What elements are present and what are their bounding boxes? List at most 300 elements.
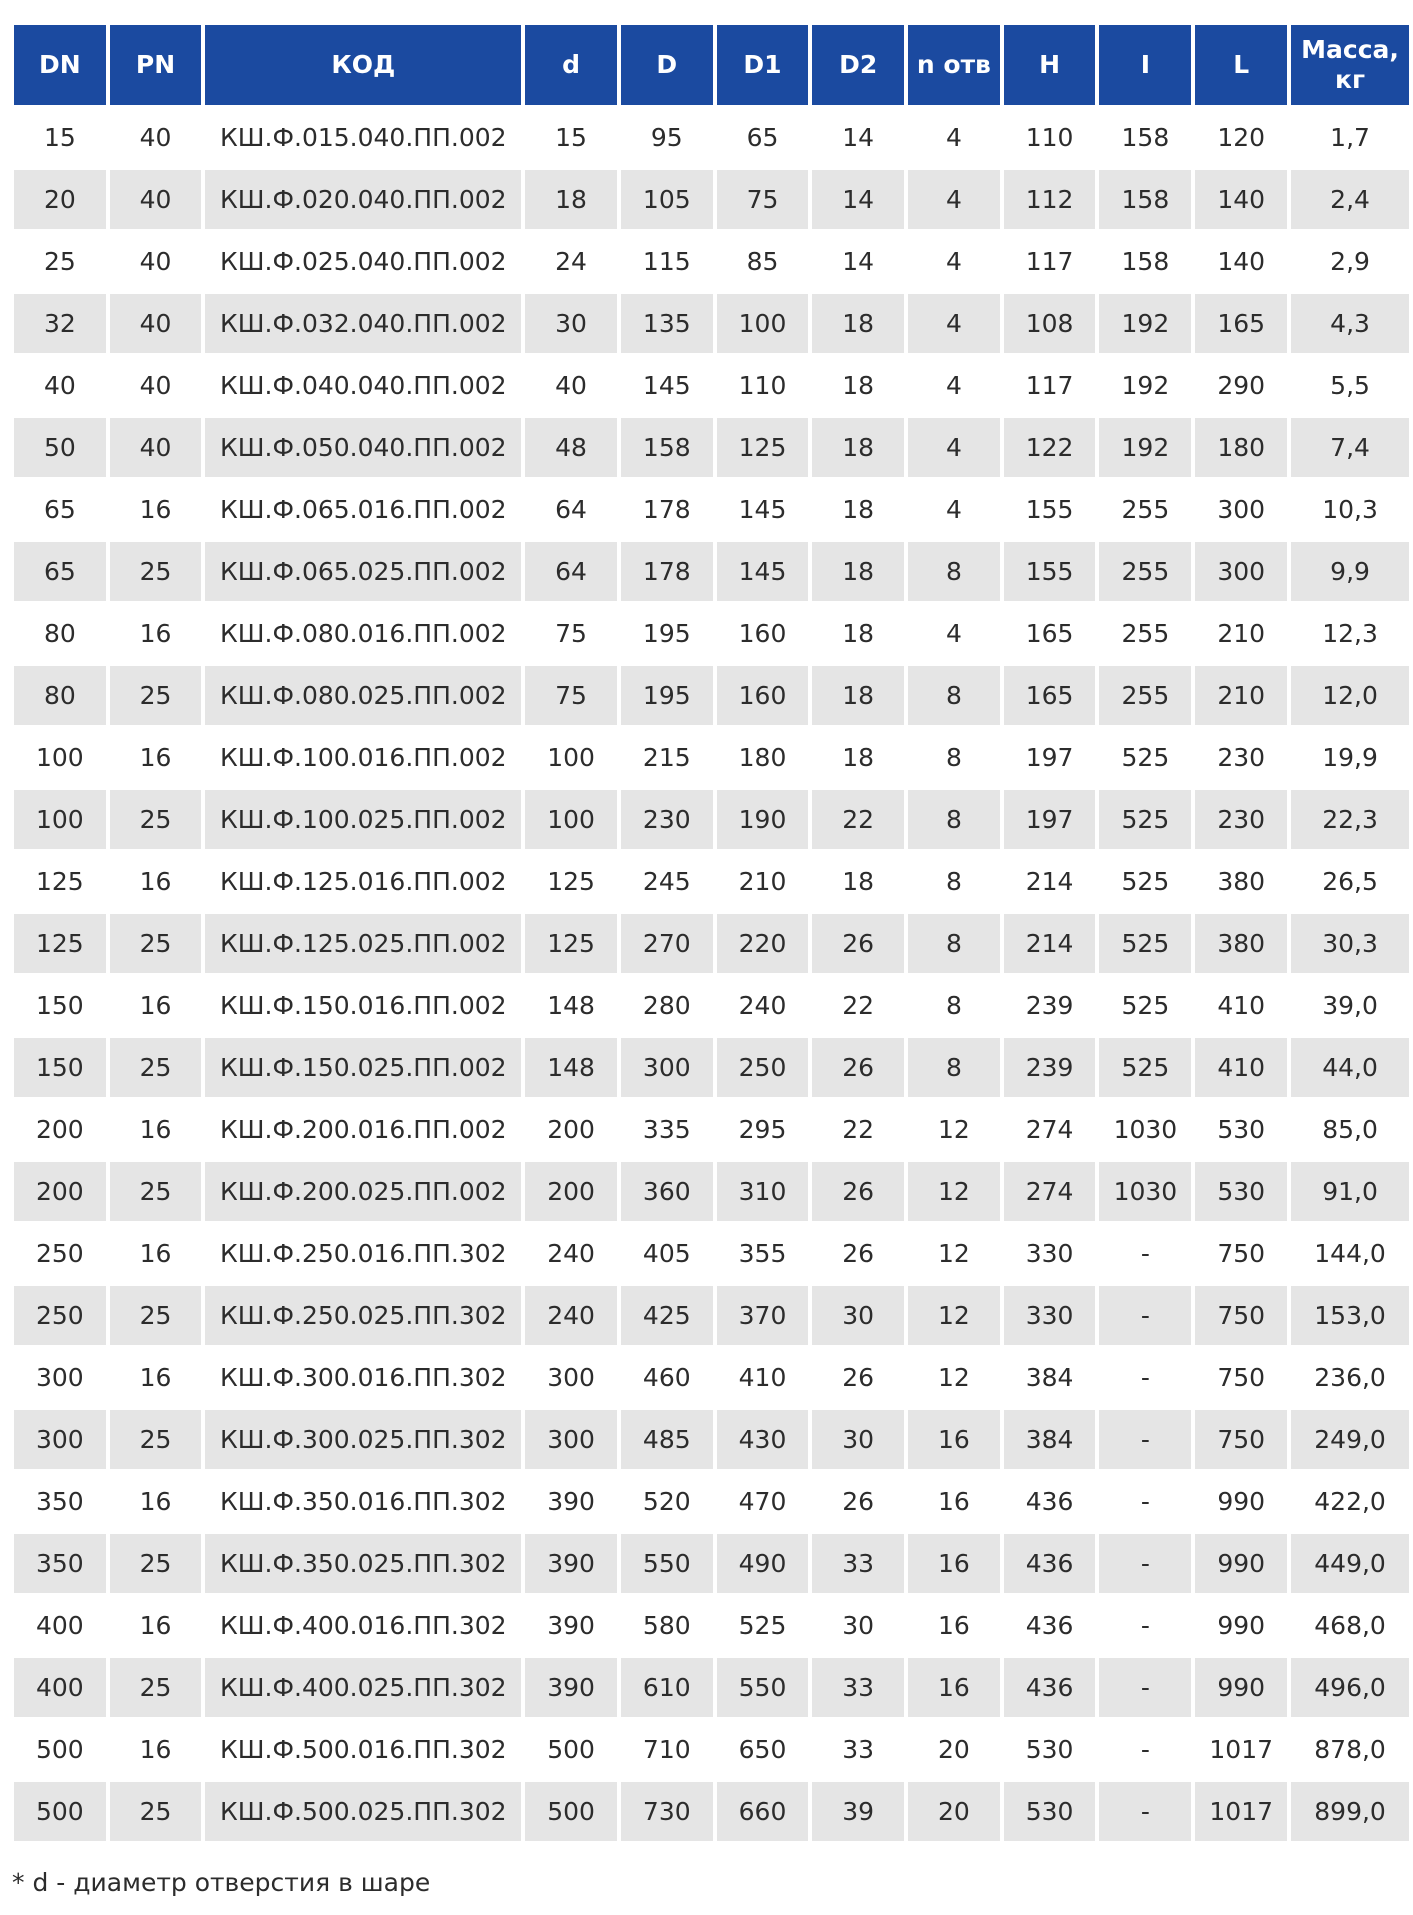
- cell-mass: 496,0: [1291, 1658, 1409, 1717]
- cell-d2: 14: [812, 170, 904, 229]
- cell-outer-d: 95: [621, 108, 713, 167]
- table-row: [14, 1658, 1409, 1717]
- cell-d1: 250: [717, 1038, 809, 1097]
- header-row: [14, 25, 1409, 105]
- cell-code: КШ.Ф.100.025.ПП.002: [205, 790, 521, 849]
- cell-holes: 8: [908, 914, 1000, 973]
- cell-d: 300: [525, 1348, 617, 1407]
- cell-mass: 236,0: [1291, 1348, 1409, 1407]
- cell-outer-d: 178: [621, 542, 713, 601]
- cell-d2: 30: [812, 1410, 904, 1469]
- cell-h: 155: [1004, 480, 1096, 539]
- cell-d1: 660: [717, 1782, 809, 1841]
- cell-l: 1017: [1195, 1782, 1287, 1841]
- cell-h: 436: [1004, 1534, 1096, 1593]
- cell-d2: 33: [812, 1720, 904, 1779]
- cell-d2: 22: [812, 1100, 904, 1159]
- cell-d1: 145: [717, 542, 809, 601]
- cell-i: -: [1099, 1534, 1191, 1593]
- cell-pn: 25: [110, 1286, 202, 1345]
- table-row: [14, 1472, 1409, 1531]
- cell-d: 240: [525, 1224, 617, 1283]
- cell-h: 117: [1004, 356, 1096, 415]
- cell-code: КШ.Ф.350.016.ПП.302: [205, 1472, 521, 1531]
- cell-pn: 25: [110, 1162, 202, 1221]
- table-row: [14, 356, 1409, 415]
- cell-pn: 40: [110, 294, 202, 353]
- cell-pn: 16: [110, 1720, 202, 1779]
- cell-l: 210: [1195, 604, 1287, 663]
- cell-l: 750: [1195, 1348, 1287, 1407]
- cell-d1: 110: [717, 356, 809, 415]
- cell-holes: 4: [908, 356, 1000, 415]
- cell-d: 15: [525, 108, 617, 167]
- cell-i: 192: [1099, 356, 1191, 415]
- cell-outer-d: 105: [621, 170, 713, 229]
- cell-outer-d: 195: [621, 666, 713, 725]
- cell-i: -: [1099, 1596, 1191, 1655]
- table-row: [14, 1410, 1409, 1469]
- cell-d: 500: [525, 1782, 617, 1841]
- cell-pn: 40: [110, 232, 202, 291]
- cell-i: -: [1099, 1658, 1191, 1717]
- cell-outer-d: 270: [621, 914, 713, 973]
- footnote: * d - диаметр отверстия в шаре: [12, 1868, 431, 1897]
- cell-d1: 295: [717, 1100, 809, 1159]
- cell-mass: 26,5: [1291, 852, 1409, 911]
- cell-outer-d: 245: [621, 852, 713, 911]
- cell-d1: 160: [717, 604, 809, 663]
- table-row: [14, 1224, 1409, 1283]
- cell-code: КШ.Ф.400.025.ПП.302: [205, 1658, 521, 1717]
- cell-h: 165: [1004, 604, 1096, 663]
- cell-pn: 16: [110, 604, 202, 663]
- cell-holes: 4: [908, 294, 1000, 353]
- cell-d1: 470: [717, 1472, 809, 1531]
- cell-d1: 100: [717, 294, 809, 353]
- cell-mass: 899,0: [1291, 1782, 1409, 1841]
- cell-code: КШ.Ф.250.025.ПП.302: [205, 1286, 521, 1345]
- cell-outer-d: 730: [621, 1782, 713, 1841]
- cell-h: 122: [1004, 418, 1096, 477]
- cell-mass: 10,3: [1291, 480, 1409, 539]
- cell-code: КШ.Ф.500.016.ПП.302: [205, 1720, 521, 1779]
- cell-l: 530: [1195, 1162, 1287, 1221]
- column-header-dn: DN: [14, 25, 106, 105]
- cell-d: 200: [525, 1100, 617, 1159]
- cell-pn: 40: [110, 356, 202, 415]
- cell-code: КШ.Ф.065.016.ПП.002: [205, 480, 521, 539]
- cell-h: 436: [1004, 1472, 1096, 1531]
- cell-d2: 26: [812, 1224, 904, 1283]
- cell-d1: 240: [717, 976, 809, 1035]
- cell-outer-d: 178: [621, 480, 713, 539]
- column-header-holes: n отв: [908, 25, 1000, 105]
- cell-dn: 400: [14, 1596, 106, 1655]
- cell-i: 158: [1099, 170, 1191, 229]
- cell-mass: 19,9: [1291, 728, 1409, 787]
- table-row: [14, 852, 1409, 911]
- cell-dn: 350: [14, 1472, 106, 1531]
- cell-h: 274: [1004, 1162, 1096, 1221]
- cell-dn: 15: [14, 108, 106, 167]
- cell-d1: 210: [717, 852, 809, 911]
- cell-l: 750: [1195, 1410, 1287, 1469]
- cell-h: 274: [1004, 1100, 1096, 1159]
- cell-i: 158: [1099, 232, 1191, 291]
- cell-d2: 30: [812, 1286, 904, 1345]
- table-row: [14, 418, 1409, 477]
- cell-d: 30: [525, 294, 617, 353]
- cell-code: КШ.Ф.025.040.ПП.002: [205, 232, 521, 291]
- cell-d: 40: [525, 356, 617, 415]
- cell-d1: 160: [717, 666, 809, 725]
- column-header-mass: Масса, кг: [1291, 25, 1409, 105]
- cell-i: 255: [1099, 604, 1191, 663]
- cell-h: 530: [1004, 1720, 1096, 1779]
- cell-mass: 30,3: [1291, 914, 1409, 973]
- cell-holes: 8: [908, 790, 1000, 849]
- cell-outer-d: 460: [621, 1348, 713, 1407]
- cell-d2: 26: [812, 1472, 904, 1531]
- cell-d: 48: [525, 418, 617, 477]
- cell-mass: 422,0: [1291, 1472, 1409, 1531]
- cell-h: 197: [1004, 728, 1096, 787]
- cell-l: 210: [1195, 666, 1287, 725]
- cell-holes: 16: [908, 1472, 1000, 1531]
- cell-mass: 2,9: [1291, 232, 1409, 291]
- cell-mass: 44,0: [1291, 1038, 1409, 1097]
- cell-outer-d: 145: [621, 356, 713, 415]
- cell-dn: 300: [14, 1410, 106, 1469]
- cell-i: -: [1099, 1224, 1191, 1283]
- cell-holes: 8: [908, 666, 1000, 725]
- cell-code: КШ.Ф.015.040.ПП.002: [205, 108, 521, 167]
- column-header-l: L: [1195, 25, 1287, 105]
- cell-dn: 125: [14, 852, 106, 911]
- cell-code: КШ.Ф.300.016.ПП.302: [205, 1348, 521, 1407]
- cell-mass: 22,3: [1291, 790, 1409, 849]
- cell-l: 410: [1195, 976, 1287, 1035]
- cell-d2: 26: [812, 1348, 904, 1407]
- cell-mass: 249,0: [1291, 1410, 1409, 1469]
- cell-outer-d: 195: [621, 604, 713, 663]
- cell-pn: 16: [110, 1100, 202, 1159]
- cell-d1: 550: [717, 1658, 809, 1717]
- cell-h: 110: [1004, 108, 1096, 167]
- cell-pn: 25: [110, 1658, 202, 1717]
- cell-l: 990: [1195, 1472, 1287, 1531]
- cell-d2: 18: [812, 728, 904, 787]
- column-header-d1: D1: [717, 25, 809, 105]
- cell-d: 390: [525, 1596, 617, 1655]
- cell-code: КШ.Ф.200.025.ПП.002: [205, 1162, 521, 1221]
- cell-i: -: [1099, 1782, 1191, 1841]
- cell-pn: 16: [110, 480, 202, 539]
- cell-holes: 4: [908, 604, 1000, 663]
- table-row: [14, 1720, 1409, 1779]
- cell-l: 230: [1195, 790, 1287, 849]
- cell-mass: 12,3: [1291, 604, 1409, 663]
- cell-d2: 26: [812, 914, 904, 973]
- cell-i: 525: [1099, 976, 1191, 1035]
- column-header-code: КОД: [205, 25, 521, 105]
- cell-d2: 39: [812, 1782, 904, 1841]
- cell-code: КШ.Ф.350.025.ПП.302: [205, 1534, 521, 1593]
- table-row: [14, 1038, 1409, 1097]
- cell-outer-d: 520: [621, 1472, 713, 1531]
- cell-dn: 20: [14, 170, 106, 229]
- cell-d1: 180: [717, 728, 809, 787]
- cell-l: 140: [1195, 170, 1287, 229]
- cell-d: 125: [525, 852, 617, 911]
- column-header-d2: D2: [812, 25, 904, 105]
- cell-i: -: [1099, 1410, 1191, 1469]
- cell-d1: 65: [717, 108, 809, 167]
- table-row: [14, 1162, 1409, 1221]
- cell-pn: 16: [110, 1224, 202, 1283]
- cell-i: 1030: [1099, 1100, 1191, 1159]
- cell-l: 380: [1195, 852, 1287, 911]
- cell-holes: 20: [908, 1782, 1000, 1841]
- cell-d: 300: [525, 1410, 617, 1469]
- table-row: [14, 1348, 1409, 1407]
- cell-outer-d: 135: [621, 294, 713, 353]
- cell-pn: 16: [110, 728, 202, 787]
- table-row: [14, 666, 1409, 725]
- cell-mass: 9,9: [1291, 542, 1409, 601]
- cell-mass: 85,0: [1291, 1100, 1409, 1159]
- cell-d2: 26: [812, 1162, 904, 1221]
- cell-h: 214: [1004, 914, 1096, 973]
- cell-outer-d: 485: [621, 1410, 713, 1469]
- cell-i: 255: [1099, 666, 1191, 725]
- cell-h: 197: [1004, 790, 1096, 849]
- cell-dn: 125: [14, 914, 106, 973]
- cell-d2: 33: [812, 1534, 904, 1593]
- cell-mass: 878,0: [1291, 1720, 1409, 1779]
- cell-d1: 525: [717, 1596, 809, 1655]
- cell-dn: 500: [14, 1720, 106, 1779]
- cell-pn: 40: [110, 418, 202, 477]
- cell-i: 192: [1099, 294, 1191, 353]
- cell-holes: 4: [908, 418, 1000, 477]
- cell-h: 112: [1004, 170, 1096, 229]
- cell-dn: 200: [14, 1162, 106, 1221]
- cell-dn: 80: [14, 604, 106, 663]
- cell-dn: 40: [14, 356, 106, 415]
- cell-pn: 25: [110, 542, 202, 601]
- cell-dn: 25: [14, 232, 106, 291]
- cell-outer-d: 158: [621, 418, 713, 477]
- table-row: [14, 108, 1409, 167]
- cell-d2: 18: [812, 294, 904, 353]
- cell-holes: 16: [908, 1596, 1000, 1655]
- cell-outer-d: 335: [621, 1100, 713, 1159]
- cell-i: 525: [1099, 852, 1191, 911]
- cell-l: 230: [1195, 728, 1287, 787]
- cell-h: 436: [1004, 1596, 1096, 1655]
- cell-i: 525: [1099, 914, 1191, 973]
- cell-d1: 190: [717, 790, 809, 849]
- cell-l: 530: [1195, 1100, 1287, 1159]
- cell-l: 750: [1195, 1286, 1287, 1345]
- cell-pn: 25: [110, 666, 202, 725]
- cell-dn: 300: [14, 1348, 106, 1407]
- spec-table: [10, 22, 1413, 1844]
- cell-dn: 32: [14, 294, 106, 353]
- cell-d1: 490: [717, 1534, 809, 1593]
- cell-pn: 25: [110, 1534, 202, 1593]
- cell-holes: 8: [908, 976, 1000, 1035]
- cell-d: 240: [525, 1286, 617, 1345]
- cell-i: 525: [1099, 1038, 1191, 1097]
- cell-outer-d: 360: [621, 1162, 713, 1221]
- cell-holes: 12: [908, 1224, 1000, 1283]
- cell-code: КШ.Ф.200.016.ПП.002: [205, 1100, 521, 1159]
- cell-outer-d: 405: [621, 1224, 713, 1283]
- cell-d1: 310: [717, 1162, 809, 1221]
- cell-l: 990: [1195, 1658, 1287, 1717]
- cell-mass: 5,5: [1291, 356, 1409, 415]
- cell-outer-d: 710: [621, 1720, 713, 1779]
- cell-pn: 25: [110, 1038, 202, 1097]
- cell-d: 64: [525, 480, 617, 539]
- cell-dn: 250: [14, 1286, 106, 1345]
- cell-d1: 410: [717, 1348, 809, 1407]
- cell-d: 200: [525, 1162, 617, 1221]
- cell-l: 140: [1195, 232, 1287, 291]
- cell-d1: 370: [717, 1286, 809, 1345]
- table-row: [14, 480, 1409, 539]
- cell-holes: 20: [908, 1720, 1000, 1779]
- cell-dn: 100: [14, 728, 106, 787]
- cell-code: КШ.Ф.150.025.ПП.002: [205, 1038, 521, 1097]
- cell-outer-d: 580: [621, 1596, 713, 1655]
- cell-h: 108: [1004, 294, 1096, 353]
- cell-dn: 250: [14, 1224, 106, 1283]
- cell-h: 239: [1004, 976, 1096, 1035]
- cell-d2: 18: [812, 666, 904, 725]
- cell-mass: 449,0: [1291, 1534, 1409, 1593]
- cell-dn: 65: [14, 542, 106, 601]
- cell-dn: 65: [14, 480, 106, 539]
- cell-l: 990: [1195, 1534, 1287, 1593]
- cell-code: КШ.Ф.032.040.ПП.002: [205, 294, 521, 353]
- cell-h: 214: [1004, 852, 1096, 911]
- cell-pn: 25: [110, 1782, 202, 1841]
- cell-d: 100: [525, 790, 617, 849]
- cell-dn: 50: [14, 418, 106, 477]
- cell-i: -: [1099, 1720, 1191, 1779]
- cell-code: КШ.Ф.250.016.ПП.302: [205, 1224, 521, 1283]
- column-header-outer-d: D: [621, 25, 713, 105]
- cell-l: 120: [1195, 108, 1287, 167]
- cell-h: 384: [1004, 1348, 1096, 1407]
- cell-pn: 40: [110, 170, 202, 229]
- cell-pn: 16: [110, 1596, 202, 1655]
- cell-d2: 18: [812, 356, 904, 415]
- cell-holes: 12: [908, 1162, 1000, 1221]
- cell-outer-d: 610: [621, 1658, 713, 1717]
- table-row: [14, 1534, 1409, 1593]
- cell-mass: 1,7: [1291, 108, 1409, 167]
- cell-h: 117: [1004, 232, 1096, 291]
- cell-pn: 25: [110, 790, 202, 849]
- cell-dn: 350: [14, 1534, 106, 1593]
- cell-d: 500: [525, 1720, 617, 1779]
- cell-d2: 18: [812, 418, 904, 477]
- cell-code: КШ.Ф.125.016.ПП.002: [205, 852, 521, 911]
- cell-d: 18: [525, 170, 617, 229]
- cell-holes: 8: [908, 542, 1000, 601]
- cell-d2: 22: [812, 790, 904, 849]
- cell-i: 255: [1099, 480, 1191, 539]
- table-row: [14, 604, 1409, 663]
- cell-dn: 400: [14, 1658, 106, 1717]
- cell-code: КШ.Ф.150.016.ПП.002: [205, 976, 521, 1035]
- table-row: [14, 976, 1409, 1035]
- cell-outer-d: 300: [621, 1038, 713, 1097]
- cell-code: КШ.Ф.500.025.ПП.302: [205, 1782, 521, 1841]
- cell-holes: 4: [908, 232, 1000, 291]
- cell-i: -: [1099, 1348, 1191, 1407]
- cell-i: 255: [1099, 542, 1191, 601]
- cell-d: 148: [525, 976, 617, 1035]
- cell-holes: 16: [908, 1658, 1000, 1717]
- cell-d: 148: [525, 1038, 617, 1097]
- cell-pn: 16: [110, 976, 202, 1035]
- cell-mass: 91,0: [1291, 1162, 1409, 1221]
- cell-dn: 500: [14, 1782, 106, 1841]
- cell-holes: 12: [908, 1348, 1000, 1407]
- cell-d: 390: [525, 1472, 617, 1531]
- cell-i: -: [1099, 1286, 1191, 1345]
- table-row: [14, 1596, 1409, 1655]
- cell-l: 290: [1195, 356, 1287, 415]
- cell-l: 165: [1195, 294, 1287, 353]
- cell-outer-d: 425: [621, 1286, 713, 1345]
- cell-dn: 80: [14, 666, 106, 725]
- cell-d1: 650: [717, 1720, 809, 1779]
- cell-holes: 4: [908, 480, 1000, 539]
- cell-h: 436: [1004, 1658, 1096, 1717]
- table-row: [14, 1100, 1409, 1159]
- cell-mass: 153,0: [1291, 1286, 1409, 1345]
- cell-mass: 7,4: [1291, 418, 1409, 477]
- cell-d: 390: [525, 1534, 617, 1593]
- cell-holes: 8: [908, 852, 1000, 911]
- cell-d1: 145: [717, 480, 809, 539]
- cell-mass: 39,0: [1291, 976, 1409, 1035]
- cell-h: 384: [1004, 1410, 1096, 1469]
- cell-code: КШ.Ф.125.025.ПП.002: [205, 914, 521, 973]
- cell-code: КШ.Ф.065.025.ПП.002: [205, 542, 521, 601]
- cell-code: КШ.Ф.400.016.ПП.302: [205, 1596, 521, 1655]
- cell-d1: 355: [717, 1224, 809, 1283]
- cell-holes: 12: [908, 1100, 1000, 1159]
- cell-pn: 25: [110, 914, 202, 973]
- cell-code: КШ.Ф.040.040.ПП.002: [205, 356, 521, 415]
- cell-outer-d: 550: [621, 1534, 713, 1593]
- cell-l: 300: [1195, 542, 1287, 601]
- cell-code: КШ.Ф.050.040.ПП.002: [205, 418, 521, 477]
- cell-d2: 30: [812, 1596, 904, 1655]
- cell-l: 750: [1195, 1224, 1287, 1283]
- cell-d1: 220: [717, 914, 809, 973]
- cell-d: 125: [525, 914, 617, 973]
- cell-dn: 150: [14, 1038, 106, 1097]
